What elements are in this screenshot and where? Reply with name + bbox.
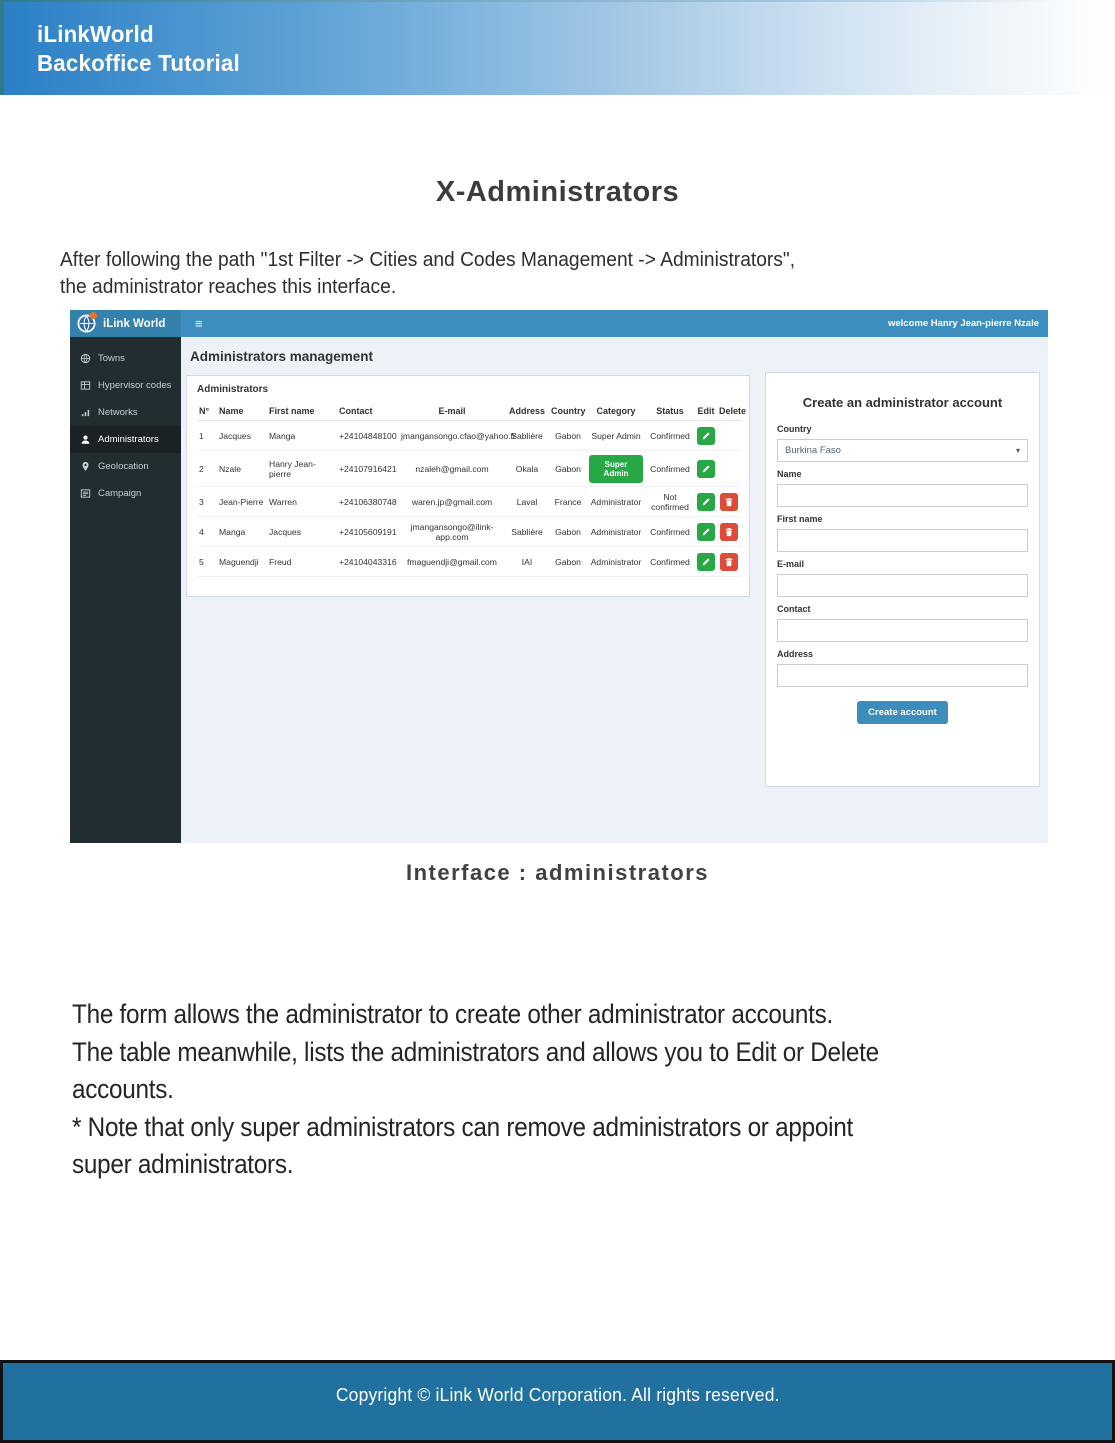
cell-address: Okala (505, 451, 549, 487)
selected-value: Burkina Faso (785, 445, 841, 456)
country-select[interactable] (777, 439, 1028, 462)
sidebar-item-campaign[interactable] (70, 480, 181, 507)
first-name-input[interactable] (777, 529, 1028, 552)
column-header-category: Category (587, 402, 645, 421)
table-icon (80, 380, 91, 391)
cell-category: Super Admin (587, 421, 645, 451)
sidebar-item-hypervisor-codes[interactable] (70, 372, 181, 399)
content-area (181, 337, 1048, 843)
cell-number: 1 (197, 421, 217, 451)
edit-button[interactable] (697, 460, 715, 478)
header-brand-line1: iLinkWorld (36, 21, 154, 47)
cell-status: Not confirmed (645, 487, 695, 517)
cell-delete (717, 547, 741, 577)
sidebar-item-label: Campaign (98, 488, 142, 499)
caret-down-icon: ▾ (1015, 446, 1020, 455)
list-icon (80, 488, 91, 499)
cell-delete (717, 487, 741, 517)
cell-edit (695, 547, 717, 577)
note-line4: super administrators. (72, 1149, 294, 1179)
intro-line1: After following the path "1st Filter -> Cities and Codes Management -> Administrators", (60, 249, 796, 271)
content-heading: Administrators management (190, 349, 374, 364)
note-line3: * Note that only super administrators can remove administrators or appoint (72, 1111, 853, 1142)
delete-button[interactable] (720, 523, 738, 541)
brand-logo-icon (77, 314, 96, 333)
cell-name: Nzale (217, 451, 267, 487)
field-label-address: Address (777, 649, 814, 659)
cell-country: Gabon (549, 421, 587, 451)
address-input[interactable] (777, 664, 1028, 687)
cell-first-name: Freud (267, 547, 337, 577)
table-row (197, 421, 741, 451)
cell-delete (717, 517, 741, 547)
table-row (197, 451, 741, 487)
sidebar-item-label: Towns (98, 353, 125, 364)
cell-country: Gabon (549, 547, 587, 577)
map-pin-icon (80, 461, 91, 472)
e-mail-input[interactable] (777, 574, 1028, 597)
edit-button[interactable] (697, 427, 715, 445)
cell-first-name: Manga (267, 421, 337, 451)
brand-name: iLink World (103, 317, 166, 330)
cell-name: Jacques (217, 421, 267, 451)
page-title: X-Administrators (435, 176, 680, 208)
header-brand-line2: Backoffice Tutorial (36, 50, 240, 76)
cell-address: Sablière (505, 421, 549, 451)
table-row (197, 517, 741, 547)
cell-contact: +24105609191 (337, 517, 399, 547)
cell-email: jmangansongo@ilink-app.com (399, 517, 505, 547)
cell-country: Gabon (549, 517, 587, 547)
copyright-text: Copyright © iLink World Corporation. All rights reserved. (335, 1385, 780, 1405)
field-label-name: Name (777, 469, 802, 479)
name-input[interactable] (777, 484, 1028, 507)
create-account-button[interactable]: Create account (857, 701, 948, 724)
cell-edit (695, 487, 717, 517)
app-navbar (70, 310, 1048, 337)
signal-icon (80, 407, 91, 418)
sidebar-item-geolocation[interactable] (70, 453, 181, 480)
table-row (197, 547, 741, 577)
sidebar-item-label: Hypervisor codes (98, 380, 172, 391)
menu-toggle-icon[interactable]: ≡ (195, 316, 203, 331)
cell-category (587, 451, 645, 487)
cell-first-name: Jacques (267, 517, 337, 547)
sidebar-item-label: Administrators (98, 434, 159, 445)
cell-number: 3 (197, 487, 217, 517)
app-screenshot (70, 310, 1048, 843)
cell-email: jmangansongo.cfao@yahoo.fr (399, 421, 505, 451)
intro-line2: the administrator reaches this interface. (60, 276, 397, 298)
sidebar-item-administrators[interactable] (70, 426, 181, 453)
notes-paragraph (72, 996, 972, 1184)
column-header-address: Address (505, 402, 549, 421)
sidebar-item-networks[interactable] (70, 399, 181, 426)
cell-first-name: Hanry Jean-pierre (267, 451, 337, 487)
brand-area[interactable] (70, 310, 181, 337)
cell-first-name: Warren (267, 487, 337, 517)
document-footer (0, 1360, 1115, 1443)
cell-category: Administrator (587, 487, 645, 517)
note-line1: The form allows the administrator to create other administrator accounts. (72, 999, 833, 1029)
cell-email: waren.jp@gmail.com (399, 487, 505, 517)
column-header-delete: Delete (717, 402, 741, 421)
cell-contact: +24107916421 (337, 451, 399, 487)
user-icon (80, 434, 91, 445)
screenshot-caption: Interface : administrators (405, 860, 710, 885)
cell-contact: +24104043316 (337, 547, 399, 577)
welcome-text: welcome Hanry Jean-pierre Nzale (887, 318, 1039, 329)
column-header-status: Status (645, 402, 695, 421)
cell-address: IAI (505, 547, 549, 577)
create-account-title: Create an administrator account (802, 395, 1003, 410)
sidebar-item-label: Geolocation (98, 461, 149, 472)
column-header-e-mail: E-mail (399, 402, 505, 421)
cell-email: nzaleh@gmail.com (399, 451, 505, 487)
cell-status: Confirmed (645, 451, 695, 487)
contact-input[interactable] (777, 619, 1028, 642)
column-header-n: N° (197, 402, 217, 421)
cell-name: Jean-Pierre (217, 487, 267, 517)
column-header-edit: Edit (695, 402, 717, 421)
column-header-contact: Contact (337, 402, 399, 421)
cell-number: 5 (197, 547, 217, 577)
create-account-form (777, 424, 1028, 687)
cell-edit (695, 451, 717, 487)
cell-name: Maguendji (217, 547, 267, 577)
cell-edit (695, 421, 717, 451)
column-header-country: Country (549, 402, 587, 421)
delete-button[interactable] (720, 493, 738, 511)
cell-delete (717, 421, 741, 451)
globe-icon (80, 353, 91, 364)
note-line2: The table meanwhile, lists the administrators and allows you to Edit or Delete accounts. (72, 1036, 879, 1104)
cell-name: Manga (217, 517, 267, 547)
cell-status: Confirmed (645, 517, 695, 547)
field-label-first-name: First name (777, 514, 823, 524)
administrators-panel (186, 375, 750, 597)
administrators-panel-title: Administrators (197, 384, 269, 395)
create-account-panel (765, 372, 1040, 787)
cell-status: Confirmed (645, 547, 695, 577)
field-label-contact: Contact (777, 604, 811, 614)
edit-button[interactable] (697, 493, 715, 511)
cell-delete (717, 451, 741, 487)
cell-category: Administrator (587, 517, 645, 547)
sidebar-item-label: Networks (98, 407, 138, 418)
field-label-e-mail: E-mail (777, 559, 805, 569)
table-header-row (197, 402, 741, 421)
cell-edit (695, 517, 717, 547)
sidebar-item-towns[interactable] (70, 345, 181, 372)
column-header-first-name: First name (267, 402, 337, 421)
cell-email: fmaguendji@gmail.com (399, 547, 505, 577)
sidebar (70, 337, 181, 843)
cell-country: France (549, 487, 587, 517)
cell-number: 2 (197, 451, 217, 487)
cell-country: Gabon (549, 451, 587, 487)
table-row (197, 487, 741, 517)
edit-button[interactable] (697, 523, 715, 541)
cell-address: Sablière (505, 517, 549, 547)
field-label-country: Country (777, 424, 812, 434)
cell-number: 4 (197, 517, 217, 547)
delete-button[interactable] (720, 553, 738, 571)
cell-address: Laval (505, 487, 549, 517)
intro-paragraph (60, 247, 1020, 301)
super-admin-badge[interactable]: Super Admin (589, 455, 643, 483)
cell-contact: +24104848100 (337, 421, 399, 451)
cell-category: Administrator (587, 547, 645, 577)
document-header (0, 0, 1115, 95)
cell-contact: +24106380748 (337, 487, 399, 517)
column-header-name: Name (217, 402, 267, 421)
cell-status: Confirmed (645, 421, 695, 451)
edit-button[interactable] (697, 553, 715, 571)
administrators-table (197, 402, 747, 577)
